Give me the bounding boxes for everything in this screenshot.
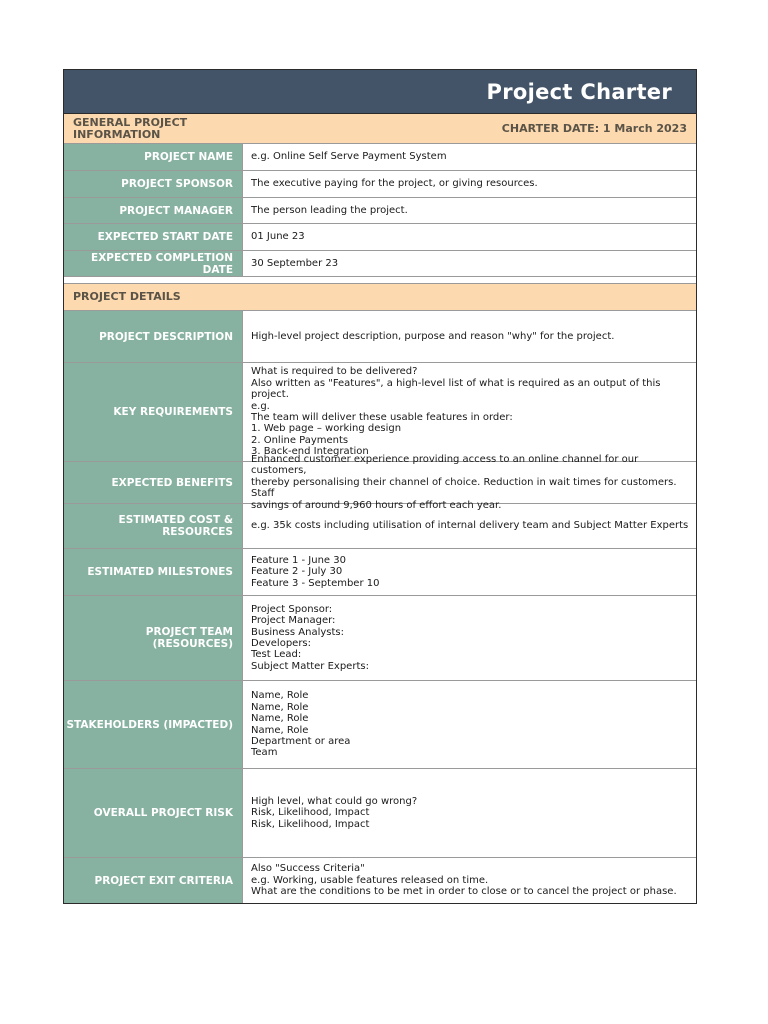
field-value[interactable]: 01 June 23 xyxy=(251,231,305,243)
project-charter-table xyxy=(63,69,697,904)
field-label: OVERALL PROJECT RISK xyxy=(64,769,243,857)
row-estimated-milestones xyxy=(64,549,696,596)
field-value[interactable]: High-level project description, purpose and reason "why" for the project. xyxy=(251,330,615,342)
field-label: PROJECT DESCRIPTION xyxy=(64,311,243,362)
field-label: ESTIMATED MILESTONES xyxy=(64,549,243,595)
field-value[interactable]: e.g. 35k costs including utilisation of internal delivery team and Subject Matter Experts xyxy=(251,520,689,532)
title-bar xyxy=(64,70,696,114)
field-label: PROJECT NAME xyxy=(64,144,243,170)
field-label: PROJECT TEAM (RESOURCES) xyxy=(64,596,243,680)
charter-date: CHARTER DATE: 1 March 2023 xyxy=(501,122,687,135)
row-overall-project-risk xyxy=(64,769,696,858)
section-spacer xyxy=(64,277,696,284)
section-header-general xyxy=(64,114,696,144)
section-title-general: GENERAL PROJECT INFORMATION xyxy=(73,115,188,141)
field-label: KEY REQUIREMENTS xyxy=(64,363,243,461)
field-label: EXPECTED BENEFITS xyxy=(64,462,243,503)
row-expected-benefits xyxy=(64,453,696,511)
field-value[interactable]: Name, Role Name, Role Name, Role Name, Role Department or area Team xyxy=(251,690,351,759)
row-project-name xyxy=(64,144,696,171)
field-value[interactable]: Also "Success Criteria" e.g. Working, usable features released on time. What are the conditions to be met in order to close or to cancel the project or phase. xyxy=(251,863,677,898)
row-project-description xyxy=(64,311,696,363)
field-value[interactable]: Feature 1 - June 30 Feature 2 - July 30 Feature 3 - September 10 xyxy=(251,554,380,589)
field-value[interactable]: What is required to be delivered? Also written as "Features", a high-level list of what is required as an output of this project. e.g. The team will deliver these usable features in order: 1. Web page – working design 2. Online Payments 3. Back-end Integration xyxy=(251,366,661,458)
row-project-manager xyxy=(64,198,696,224)
field-label: ESTIMATED COST & RESOURCES xyxy=(64,504,243,548)
field-label: PROJECT MANAGER xyxy=(64,198,243,223)
row-project-team xyxy=(64,596,696,681)
row-project-sponsor xyxy=(64,171,696,198)
field-value[interactable]: High level, what could go wrong? Risk, Likelihood, Impact Risk, Likelihood, Impact xyxy=(251,795,418,830)
row-stakeholders xyxy=(64,681,696,769)
section-header-details xyxy=(64,284,696,311)
row-project-exit-criteria xyxy=(64,858,696,903)
field-value[interactable]: Enhanced customer experience providing access to an online channel for our customers, thereby personalising their channel of choice. Reduction in wait times for customers. Staff savings of around 9,960 hours of effort each year. xyxy=(251,453,677,511)
field-value[interactable]: The person leading the project. xyxy=(251,204,408,216)
field-label: STAKEHOLDERS (IMPACTED) xyxy=(64,681,243,768)
field-label: EXPECTED START DATE xyxy=(64,224,243,250)
field-value[interactable]: e.g. Online Self Serve Payment System xyxy=(251,151,447,163)
row-expected-completion-date xyxy=(64,251,696,277)
field-value[interactable]: The executive paying for the project, or giving resources. xyxy=(251,178,538,190)
field-label: PROJECT SPONSOR xyxy=(64,171,243,197)
field-label: PROJECT EXIT CRITERIA xyxy=(64,858,243,903)
page-title: Project Charter xyxy=(486,79,672,104)
field-value[interactable]: Project Sponsor: Project Manager: Business Analysts: Developers: Test Lead: Subject Matter Experts: xyxy=(251,603,369,672)
row-expected-start-date xyxy=(64,224,696,251)
section-title-details: PROJECT DETAILS xyxy=(73,290,181,303)
field-label: EXPECTED COMPLETION DATE xyxy=(64,251,243,276)
field-value[interactable]: 30 September 23 xyxy=(251,257,339,269)
row-key-requirements xyxy=(64,363,696,462)
row-estimated-cost xyxy=(64,504,696,549)
